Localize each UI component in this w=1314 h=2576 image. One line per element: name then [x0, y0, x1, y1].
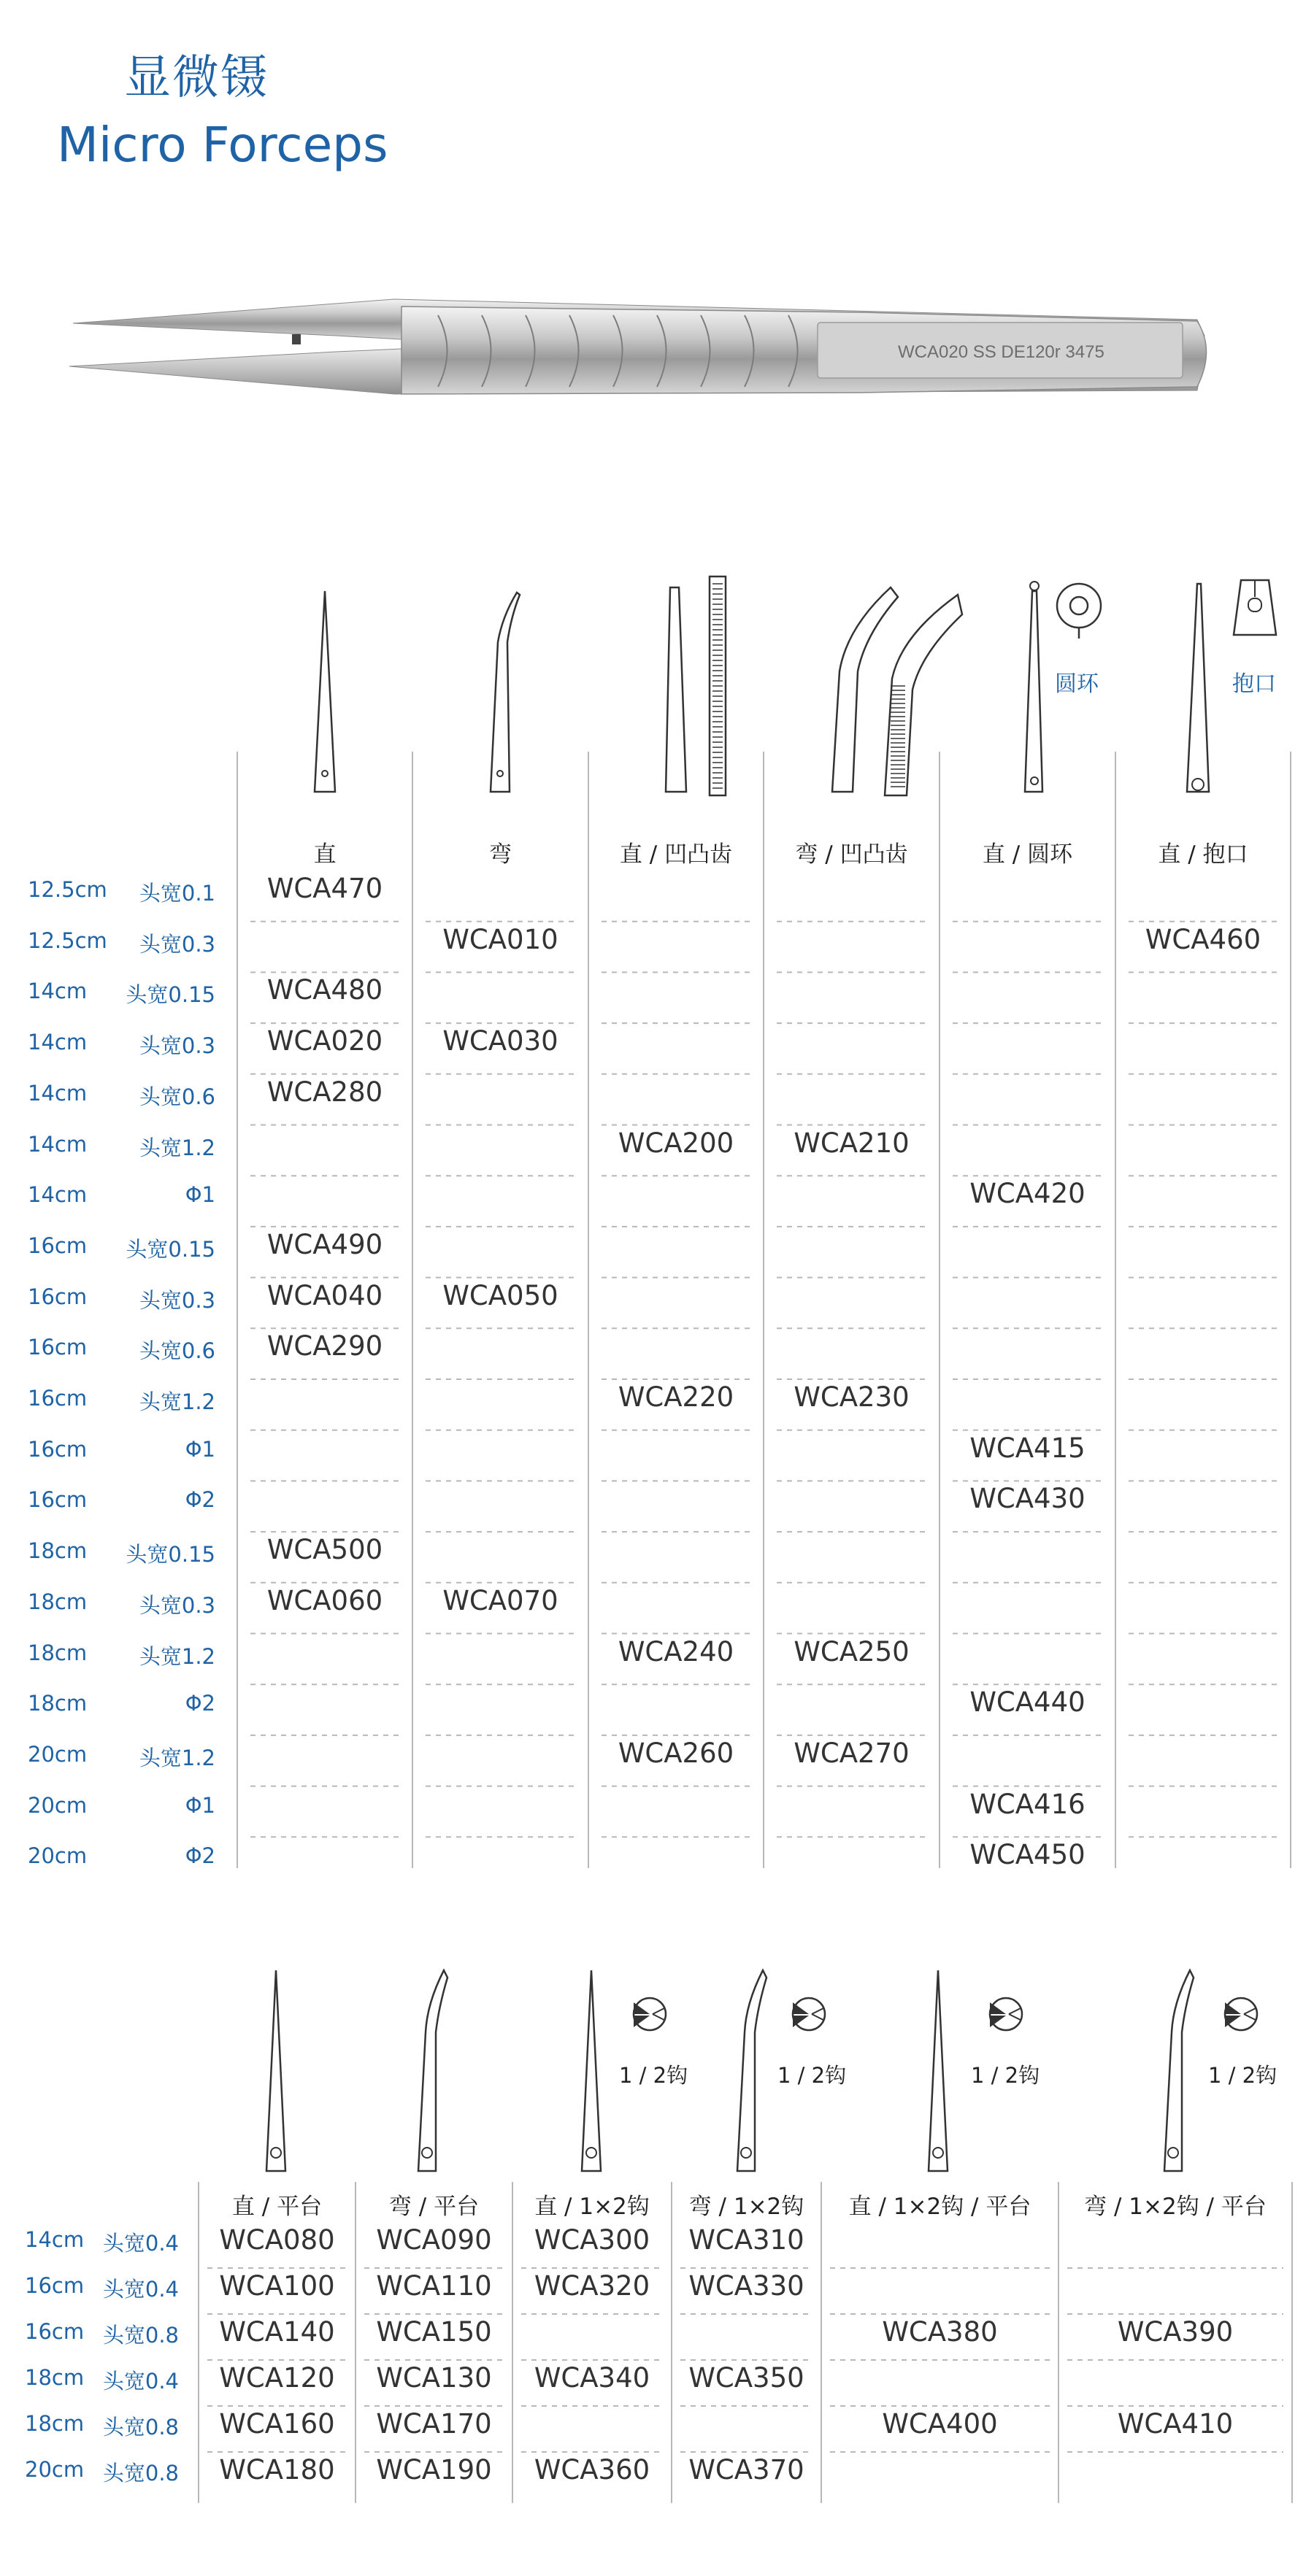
hook-curved-icon	[737, 1970, 766, 2171]
hook-straight-icon	[582, 1970, 601, 2171]
ring-forceps-icon	[1025, 591, 1042, 792]
straight-forceps-icon-hole	[322, 771, 328, 776]
row-length: 16cm	[25, 2319, 85, 2344]
column-header: 直 / 平台	[231, 2194, 323, 2220]
column-header: 弯 / 平台	[388, 2194, 480, 2220]
row-spec: 头宽0.4	[102, 2277, 179, 2302]
row-spec: 头宽0.1	[139, 881, 215, 906]
column-header: 直 / 抱口	[1158, 841, 1248, 868]
product-code: WCA100	[219, 2270, 335, 2302]
ring-label: 圆环	[1055, 671, 1099, 697]
row-spec: 头宽1.2	[139, 1745, 215, 1770]
row-length: 16cm	[28, 1335, 88, 1360]
row-length: 14cm	[25, 2227, 85, 2252]
row-length: 20cm	[28, 1792, 88, 1818]
hook-label: 1 / 2钩	[777, 2063, 847, 2088]
product-code: WCA270	[794, 1737, 910, 1769]
product-code: WCA230	[794, 1381, 910, 1413]
product-code: WCA060	[266, 1584, 383, 1616]
hook-platform-curved-icon-hole	[1168, 2148, 1178, 2158]
row-spec: 头宽0.15	[126, 1542, 215, 1567]
product-code: WCA460	[1145, 923, 1261, 955]
row-spec: 头宽0.3	[139, 1033, 215, 1059]
row-spec: Φ2	[185, 1691, 215, 1716]
row-spec: 头宽0.8	[102, 2415, 179, 2440]
product-code: WCA220	[618, 1381, 734, 1413]
grip-label: 抱口	[1232, 671, 1276, 697]
hook-detail-icon-fill	[793, 2002, 809, 2014]
product-code: WCA020	[266, 1025, 383, 1057]
grip-forceps-hole	[1192, 779, 1204, 790]
product-code: WCA010	[442, 923, 558, 955]
row-spec: 头宽0.8	[102, 2323, 179, 2348]
row-spec: 头宽1.2	[139, 1135, 215, 1160]
product-code: WCA410	[1117, 2408, 1234, 2440]
product-code: WCA415	[969, 1432, 1086, 1464]
product-code: WCA360	[534, 2454, 650, 2486]
page-title-en: Micro Forceps	[57, 117, 388, 173]
product-code: WCA420	[969, 1178, 1086, 1210]
serration-detail-icon	[710, 576, 726, 795]
product-code: WCA490	[266, 1228, 383, 1260]
hook-detail-icon	[793, 1998, 825, 2030]
ring-forceps-tip	[1030, 582, 1039, 590]
row-spec: 头宽0.3	[139, 931, 215, 957]
column-header: 弯 / 1×2钩 / 平台	[1084, 2194, 1267, 2220]
hook-curved-icon-hole	[741, 2148, 751, 2158]
row-spec: Φ2	[185, 1843, 215, 1869]
product-code: WCA370	[688, 2454, 804, 2486]
product-code: WCA380	[882, 2316, 998, 2348]
product-code: WCA310	[688, 2224, 804, 2256]
row-length: 14cm	[28, 1131, 88, 1157]
forceps-photo	[58, 277, 1226, 423]
ring-detail-icon	[1057, 584, 1101, 628]
row-spec: Φ1	[185, 1792, 215, 1818]
hook-platform-straight-icon-hole	[933, 2148, 943, 2158]
product-code: WCA120	[219, 2362, 335, 2394]
column-header: 直 / 凹凸齿	[619, 841, 733, 868]
product-code: WCA400	[882, 2408, 998, 2440]
hook-label: 1 / 2钩	[1208, 2063, 1278, 2088]
hook-detail-icon-fill	[990, 2002, 1006, 2014]
product-code: WCA130	[376, 2362, 492, 2394]
row-length: 12.5cm	[28, 928, 107, 953]
platform-curved-icon-hole	[422, 2148, 432, 2158]
product-code: WCA190	[376, 2454, 492, 2486]
column-header: 弯	[489, 841, 512, 868]
ring-forceps-hole	[1031, 777, 1038, 784]
row-spec: 头宽0.15	[126, 1236, 215, 1262]
product-code: WCA110	[376, 2270, 492, 2302]
platform-straight-icon-hole	[271, 2148, 281, 2158]
hook-detail-icon	[990, 1998, 1022, 2030]
row-length: 16cm	[25, 2273, 85, 2298]
product-code: WCA030	[442, 1025, 558, 1057]
product-code: WCA300	[534, 2224, 650, 2256]
hook-detail-icon	[634, 1998, 666, 2030]
product-code: WCA430	[969, 1483, 1086, 1515]
product-code: WCA416	[969, 1788, 1086, 1820]
row-spec: 头宽0.4	[102, 2369, 179, 2394]
hook-straight-icon-hole	[586, 2148, 596, 2158]
product-code: WCA450	[969, 1839, 1086, 1871]
row-length: 16cm	[28, 1487, 88, 1513]
curved-forceps-hole	[497, 771, 503, 776]
row-length: 18cm	[28, 1691, 88, 1716]
product-code: WCA440	[969, 1686, 1086, 1719]
row-length: 20cm	[28, 1843, 88, 1869]
row-spec: Φ2	[185, 1487, 215, 1513]
row-spec: 头宽0.3	[139, 1592, 215, 1618]
product-code: WCA480	[266, 974, 383, 1006]
platform-straight-icon	[266, 1970, 285, 2171]
row-length: 18cm	[28, 1538, 88, 1564]
row-length: 20cm	[25, 2457, 85, 2482]
product-code: WCA080	[219, 2224, 335, 2256]
product-code: WCA260	[618, 1737, 734, 1769]
row-spec: 头宽0.6	[139, 1338, 215, 1364]
row-spec: Φ1	[185, 1182, 215, 1208]
curved-forceps-icon	[491, 593, 520, 792]
product-code: WCA280	[266, 1076, 383, 1108]
product-code: WCA170	[376, 2408, 492, 2440]
serrated-curved-icon	[832, 587, 898, 792]
product-code: WCA470	[266, 873, 383, 904]
column-header: 直 / 1×2钩	[534, 2194, 650, 2220]
product-code: WCA290	[266, 1330, 383, 1362]
row-spec: 头宽1.2	[139, 1389, 215, 1414]
product-code: WCA090	[376, 2224, 492, 2256]
row-length: 18cm	[28, 1640, 88, 1665]
serration-curved-detail-icon	[885, 595, 962, 795]
row-length: 18cm	[28, 1589, 88, 1614]
hook-platform-curved-icon	[1164, 1970, 1194, 2171]
row-length: 20cm	[28, 1741, 88, 1767]
product-code: WCA500	[266, 1534, 383, 1566]
hook-detail-icon-fill	[1225, 2002, 1241, 2014]
product-code: WCA250	[794, 1635, 910, 1667]
row-length: 14cm	[28, 1030, 88, 1055]
row-length: 12.5cm	[28, 877, 107, 902]
product-code: WCA040	[266, 1279, 383, 1311]
platform-curved-icon	[418, 1970, 447, 2171]
hook-label: 1 / 2钩	[971, 2063, 1040, 2088]
product-code: WCA070	[442, 1584, 558, 1616]
product-code: WCA340	[534, 2362, 650, 2394]
product-code: WCA140	[219, 2316, 335, 2348]
row-length: 16cm	[28, 1284, 88, 1309]
product-code: WCA350	[688, 2362, 804, 2394]
hook-platform-straight-icon	[929, 1970, 948, 2171]
product-code: WCA390	[1117, 2316, 1234, 2348]
product-code: WCA210	[794, 1127, 910, 1159]
row-spec: 头宽0.6	[139, 1084, 215, 1109]
row-length: 14cm	[28, 979, 88, 1004]
row-spec: 头宽1.2	[139, 1643, 215, 1669]
product-code: WCA330	[688, 2270, 804, 2302]
column-header: 弯 / 凹凸齿	[795, 841, 908, 868]
row-length: 14cm	[28, 1182, 88, 1208]
column-header: 直 / 1×2钩 / 平台	[848, 2194, 1031, 2220]
product-code: WCA160	[219, 2408, 335, 2440]
column-header: 弯 / 1×2钩	[688, 2194, 804, 2220]
product-code: WCA200	[618, 1127, 734, 1159]
grip-detail-icon	[1234, 580, 1276, 635]
row-spec: 头宽0.15	[126, 982, 215, 1008]
column-header: 直 / 圆环	[982, 841, 1073, 868]
row-spec: 头宽0.4	[102, 2231, 179, 2256]
product-code: WCA240	[618, 1635, 734, 1667]
grip-forceps-icon	[1187, 584, 1209, 792]
product-code: WCA320	[534, 2270, 650, 2302]
row-length: 16cm	[28, 1436, 88, 1462]
straight-forceps-icon	[315, 591, 335, 792]
row-length: 16cm	[28, 1233, 88, 1258]
row-length: 16cm	[28, 1386, 88, 1411]
hook-label: 1 / 2钩	[619, 2063, 688, 2088]
row-length: 14cm	[28, 1080, 88, 1106]
product-code: WCA050	[442, 1279, 558, 1311]
page-title-cn: 显微镊	[124, 51, 269, 105]
row-spec: Φ1	[185, 1436, 215, 1462]
column-header: 直	[313, 841, 337, 868]
product-code: WCA180	[219, 2454, 335, 2486]
product-code: WCA150	[376, 2316, 492, 2348]
row-length: 18cm	[25, 2365, 85, 2390]
engraving-text: WCA020 SS DE120r 3475	[898, 342, 1104, 362]
hook-detail-icon	[1225, 1998, 1257, 2030]
serrated-straight-icon	[666, 587, 686, 792]
row-length: 18cm	[25, 2411, 85, 2436]
row-spec: 头宽0.3	[139, 1287, 215, 1313]
hook-detail-icon-fill	[634, 2002, 650, 2014]
row-spec: 头宽0.8	[102, 2461, 179, 2486]
